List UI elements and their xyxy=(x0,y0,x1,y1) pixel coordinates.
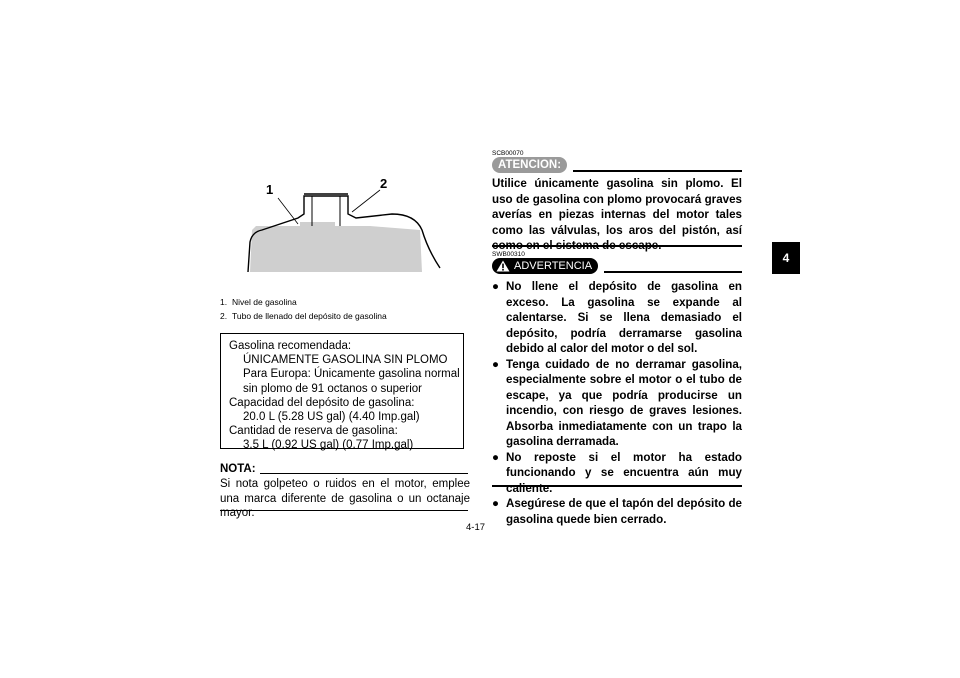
advertencia-header xyxy=(492,258,742,274)
list-item-text: No llene el depósito de gasolina en exceso. La gasolina se expande al calentarse. Si se llena demasiado el depósito, podría derramarse gasolina debido al calor del motor o del sol. xyxy=(506,280,742,355)
spec-line: Capacidad del depósito de gasolina: xyxy=(229,396,415,409)
list-item-text: No reposte si el motor ha estado funcionando y se encuentra aún muy caliente. xyxy=(506,450,742,495)
advertencia-code: SWB00310 xyxy=(492,251,525,258)
caption-1-text: Nivel de gasolina xyxy=(232,297,297,307)
bullet-icon: ● xyxy=(492,357,500,371)
nota-text: Si nota golpeteo o ruidos en el motor, emplee una marca diferente de gasolina o un octanaje mayor. xyxy=(220,478,470,519)
chapter-tab: 4 xyxy=(772,242,800,274)
advertencia-badge xyxy=(492,258,598,274)
bullet-icon: ● xyxy=(492,497,500,510)
advertencia-bottom-rule xyxy=(492,485,742,487)
bullet-icon: ● xyxy=(492,450,500,464)
caption-1-num: 1. xyxy=(220,297,228,307)
list-item xyxy=(492,279,742,357)
bullet-icon: ● xyxy=(492,280,500,293)
caption-2-text: Tubo de llenado del depósito de gasolina xyxy=(232,311,387,321)
advertencia-label: ADVERTENCIA xyxy=(514,260,593,272)
nota-header xyxy=(220,462,468,476)
spec-line: ÚNICAMENTE GASOLINA SIN PLOMO xyxy=(243,354,448,367)
list-item xyxy=(492,496,742,527)
advertencia-rule xyxy=(604,271,742,273)
list-item xyxy=(492,357,742,450)
nota-bottom-rule xyxy=(220,510,468,511)
list-item-text: Asegúrese de que el tapón del depósito de gasolina quede bien cerrado. xyxy=(506,497,742,526)
atencion-code: SCB00070 xyxy=(492,150,524,157)
spec-line: 3.5 L (0.92 US gal) (0.77 Imp.gal) xyxy=(243,439,414,452)
atencion-rule xyxy=(573,170,742,172)
fuel-tank-figure xyxy=(240,170,450,280)
spec-line: Cantidad de reserva de gasolina: xyxy=(229,425,398,438)
figure-callout-2: 2 xyxy=(380,176,388,191)
atencion-label: ATENCION: xyxy=(492,157,567,173)
spec-line: Para Europa: Únicamente gasolina normal xyxy=(243,368,460,381)
advertencia-list xyxy=(492,279,742,527)
spec-line: 20.0 L (5.28 US gal) (4.40 Imp.gal) xyxy=(243,411,420,424)
figure-callout-1: 1 xyxy=(266,182,274,197)
nota-label: NOTA: xyxy=(220,463,256,475)
atencion-header xyxy=(492,157,742,173)
spec-line: sin plomo de 91 octanos o superior xyxy=(243,382,422,395)
nota-rule xyxy=(260,473,468,474)
atencion-bottom-rule xyxy=(492,245,742,247)
caption-2 xyxy=(220,310,470,323)
caption-2-num: 2. xyxy=(220,311,228,321)
caption-1 xyxy=(220,296,470,309)
spec-line: Gasolina recomendada: xyxy=(229,340,352,352)
page-number: 4-17 xyxy=(466,522,486,533)
list-item xyxy=(492,450,742,497)
atencion-text: Utilice únicamente gasolina sin plomo. El uso de gasolina con plomo provocará graves averías en piezas internas del motor tales como las válvulas, los aros del pistón, así como en el sistema de escape. xyxy=(492,177,742,253)
warning-triangle-icon xyxy=(496,260,510,272)
fuel-specs-box xyxy=(220,333,464,452)
list-item-text: Tenga cuidado de no derramar gasolina, especialmente sobre el motor o el tubo de escape, ya que podría producirse un incendio, con riesgo de graves lesiones. Absorba inmediatamente con un trapo la gasolina derramada. xyxy=(506,357,742,448)
